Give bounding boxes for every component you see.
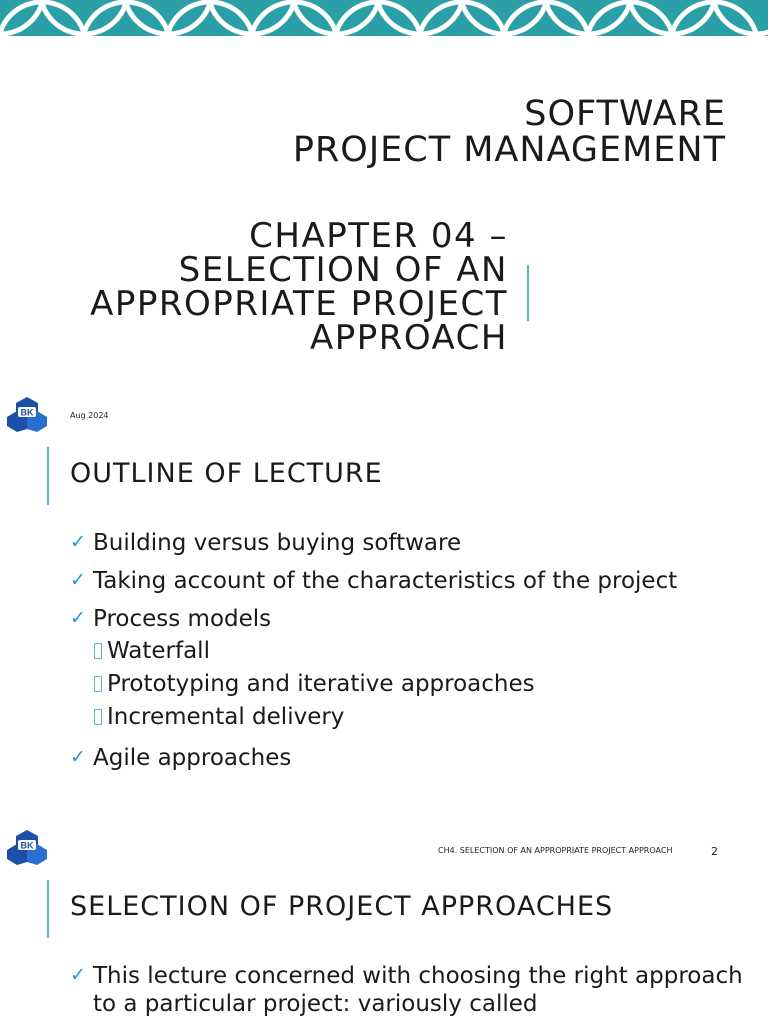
page-number: 2: [711, 845, 718, 858]
sub-bullet: [93, 635, 730, 668]
square-bullet-icon: [94, 676, 102, 692]
chapter-title-line-1: CHAPTER 04 –: [249, 216, 508, 256]
process-models-sublist: [93, 635, 730, 734]
sub-bullet: [93, 701, 730, 734]
approaches-title-divider: [47, 880, 49, 938]
course-title-line-2: PROJECT MANAGEMENT: [292, 130, 726, 170]
outline-bullet-text: Building versus buying software: [93, 530, 462, 556]
logo-text: BK: [20, 407, 34, 418]
sub-bullet: [93, 668, 730, 701]
checkmark-icon: ✓: [70, 531, 86, 553]
slide-footer: CH4. SELECTION OF AN APPROPRIATE PROJECT APPROACH: [438, 846, 673, 855]
outline-bullet: [70, 744, 730, 772]
square-bullet-icon: [94, 709, 102, 725]
outline-bullet-text: Agile approaches: [93, 745, 292, 771]
approaches-bullet-text: This lecture concerned with choosing the right approach to a particular project: variously called: [93, 963, 743, 1017]
checkmark-icon: ✓: [70, 569, 86, 591]
course-title: [293, 96, 726, 168]
chapter-title-line-2: SELECTION OF AN: [178, 250, 508, 290]
outline-bullet-text: Process models: [93, 606, 272, 632]
approaches-title: SELECTION OF PROJECT APPROACHES: [70, 891, 614, 922]
square-bullet-icon: [94, 643, 102, 659]
decorative-banner: [0, 0, 768, 36]
approaches-bullet-list: [70, 962, 750, 1028]
checkmark-icon: ✓: [70, 607, 86, 629]
sub-bullet-text: Waterfall: [107, 638, 210, 664]
outline-bullet: [70, 529, 730, 557]
outline-bullet-text: Taking account of the characteristics of the project: [93, 568, 678, 594]
outline-bullet: [70, 605, 730, 734]
approaches-bullet: [70, 962, 750, 1018]
sub-bullet-text: Incremental delivery: [107, 704, 345, 730]
sub-bullet-text: Prototyping and iterative approaches: [107, 671, 535, 697]
university-logo: [6, 396, 48, 432]
chapter-title-line-3: APPROPRIATE PROJECT: [90, 284, 508, 324]
outline-bullet: [70, 567, 730, 595]
outline-title: OUTLINE OF LECTURE: [70, 458, 383, 489]
outline-title-divider: [47, 447, 49, 505]
chapter-title: [90, 216, 508, 358]
university-logo: [6, 829, 48, 865]
checkmark-icon: ✓: [70, 746, 86, 768]
slide-date: Aug 2024: [70, 411, 109, 420]
chapter-divider: [527, 265, 529, 321]
chapter-title-line-4: APPROACH: [309, 318, 508, 358]
logo-text: BK: [20, 840, 34, 851]
course-title-line-1: SOFTWARE: [524, 94, 726, 134]
checkmark-icon: ✓: [70, 964, 86, 986]
outline-bullet-list: [70, 529, 730, 782]
